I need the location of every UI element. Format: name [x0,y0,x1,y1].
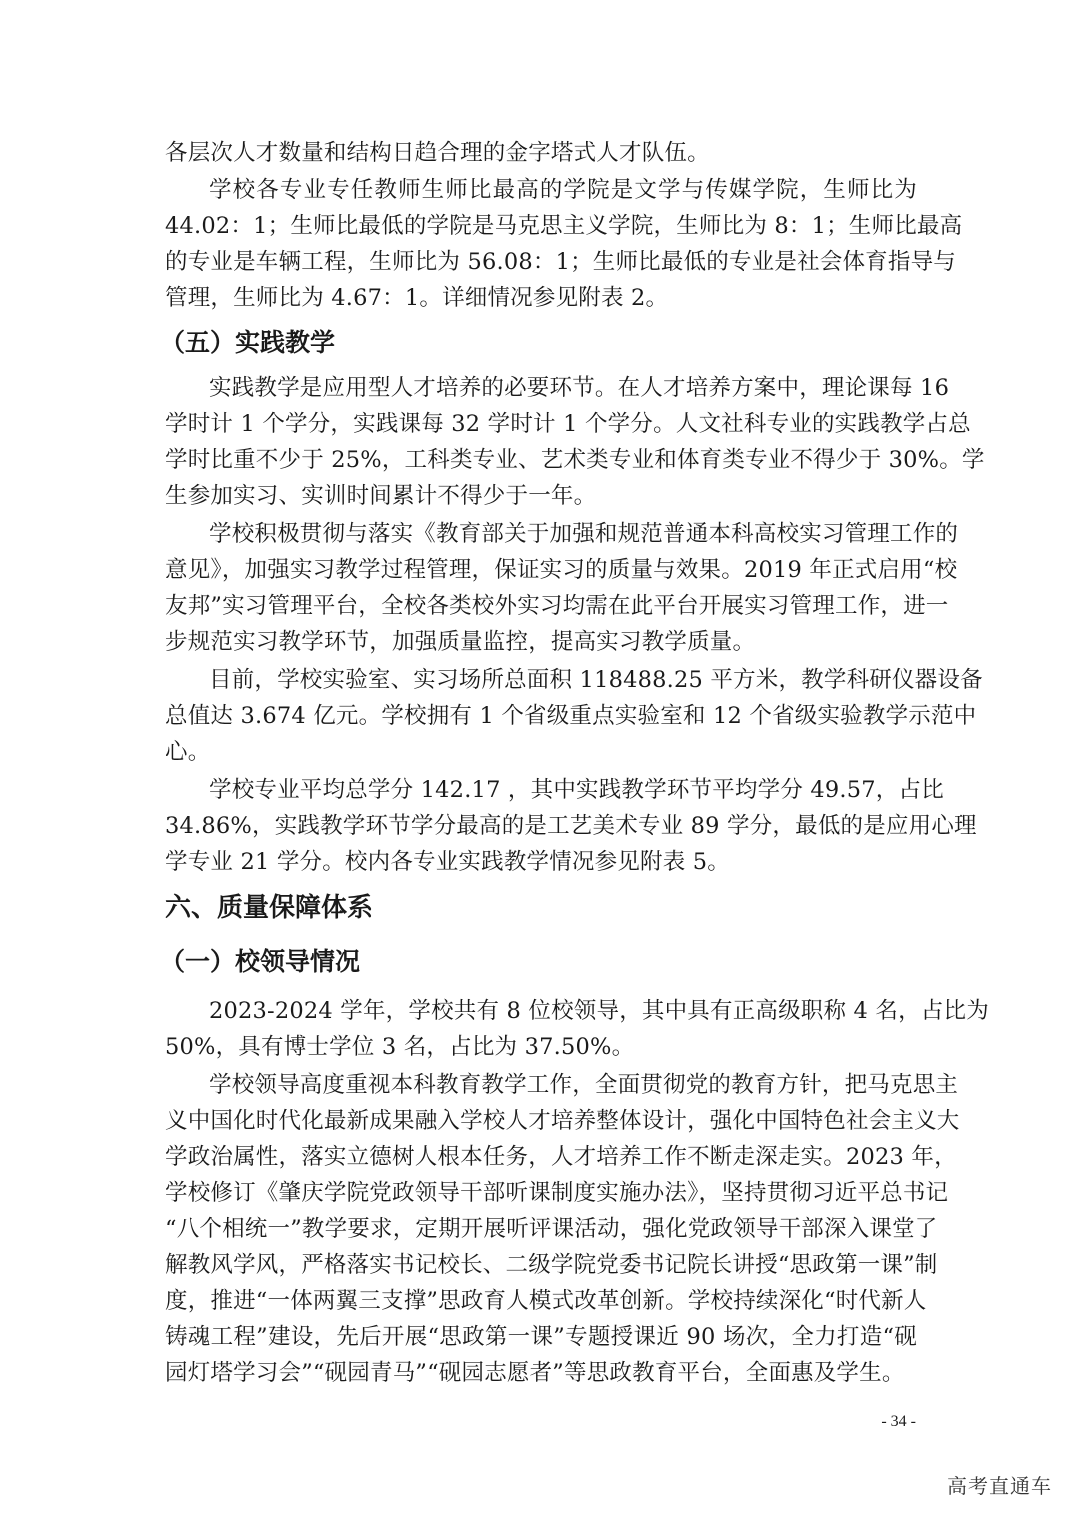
body-text-line: 义中国化时代化最新成果融入学校人才培养整体设计，强化中国特色社会主义大 [165,1108,960,1134]
body-text-line: 的专业是车辆工程，生师比为 56.08：1；生师比最低的专业是社会体育指导与 [165,249,956,275]
body-text-line: 心。 [165,739,211,765]
body-text-line: 管理，生师比为 4.67：1。详细情况参见附表 2。 [165,285,669,311]
body-text-line: 学校专业平均总学分 142.17 ，其中实践教学环节平均学分 49.57，占比 [209,777,944,803]
body-text-line: “八个相统一”教学要求，定期开展听评课活动，强化党政领导干部深入课堂了 [165,1216,938,1242]
body-text-line: 学政治属性，落实立德树人根本任务，人才培养工作不断走深走实。2023 年， [165,1144,957,1170]
chapter-heading-quality-assurance: 六、质量保障体系 [165,893,374,923]
body-text-line: 50%，具有博士学位 3 名，占比为 37.50%。 [165,1034,635,1060]
body-text-line: 学校各专业专任教师生师比最高的学院是文学与传媒学院，生师比为 [209,177,917,203]
body-text-line: 实践教学是应用型人才培养的必要环节。在人才培养方案中，理论课每 16 [209,375,950,401]
body-text-line: 学校修订《肇庆学院党政领导干部听课制度实施办法》，坚持贯彻习近平总书记 [165,1180,949,1206]
body-text-line: 铸魂工程”建设，先后开展“思政第一课”专题授课近 90 场次，全力打造“砚 [165,1324,917,1350]
body-text-line: 步规范实习教学环节，加强质量监控，提高实习教学质量。 [165,629,756,655]
body-text-line: 度，推进“一体两翼三支撑”思政育人模式改革创新。学校持续深化“时代新人 [165,1288,927,1314]
body-text-line: 解教风学风，严格落实书记校长、二级学院党委书记院长讲授“思政第一课”制 [165,1252,938,1278]
body-text-line: 意见》，加强实习教学过程管理，保证实习的质量与效果。2019 年正式启用“校 [165,557,958,583]
section-heading-school-leaders: （一）校领导情况 [160,947,361,976]
body-text-line: 园灯塔学习会”“砚园青马”“砚园志愿者”等思政教育平台，全面惠及学生。 [165,1360,905,1386]
body-text-line: 34.86%，实践教学环节学分最高的是工艺美术专业 89 学分，最低的是应用心理 [165,813,977,839]
body-text-line: 目前，学校实验室、实习场所总面积 118488.25 平方米，教学科研仪器设备 [209,667,983,693]
body-text-line: 学专业 21 学分。校内各专业实践教学情况参见附表 5。 [165,849,731,875]
watermark-text: 高考直通车 [947,1474,1052,1498]
section-heading-practice-teaching: （五）实践教学 [160,328,336,357]
body-text-line: 各层次人才数量和结构日趋合理的金字塔式人才队伍。 [165,140,710,166]
body-text-line: 学时计 1 个学分，实践课每 32 学时计 1 个学分。人文社科专业的实践教学占总 [165,411,971,437]
body-text-line: 总值达 3.674 亿元。学校拥有 1 个省级重点实验室和 12 个省级实验教学示范中 [165,703,977,729]
page-number: - 34 - [881,1413,916,1430]
body-text-line: 学校积极贯彻与落实《教育部关于加强和规范普通本科高校实习管理工作的 [209,521,959,547]
body-text-line: 学校领导高度重视本科教育教学工作，全面贯彻党的教育方针，把马克思主 [209,1072,959,1098]
body-text-line: 44.02：1；生师比最低的学院是马克思主义学院，生师比为 8：1；生师比最高 [165,213,963,239]
body-text-line: 2023-2024 学年，学校共有 8 位校领导，其中具有正高级职称 4 名，占比为 [209,998,989,1024]
body-text-line: 友邦”实习管理平台，全校各类校外实习均需在此平台开展实习管理工作，进一 [165,593,949,619]
body-text-line: 生参加实习、实训时间累计不得少于一年。 [165,483,597,509]
body-text-line: 学时比重不少于 25%，工科类专业、艺术类专业和体育类专业不得少于 30%。学 [165,447,985,473]
